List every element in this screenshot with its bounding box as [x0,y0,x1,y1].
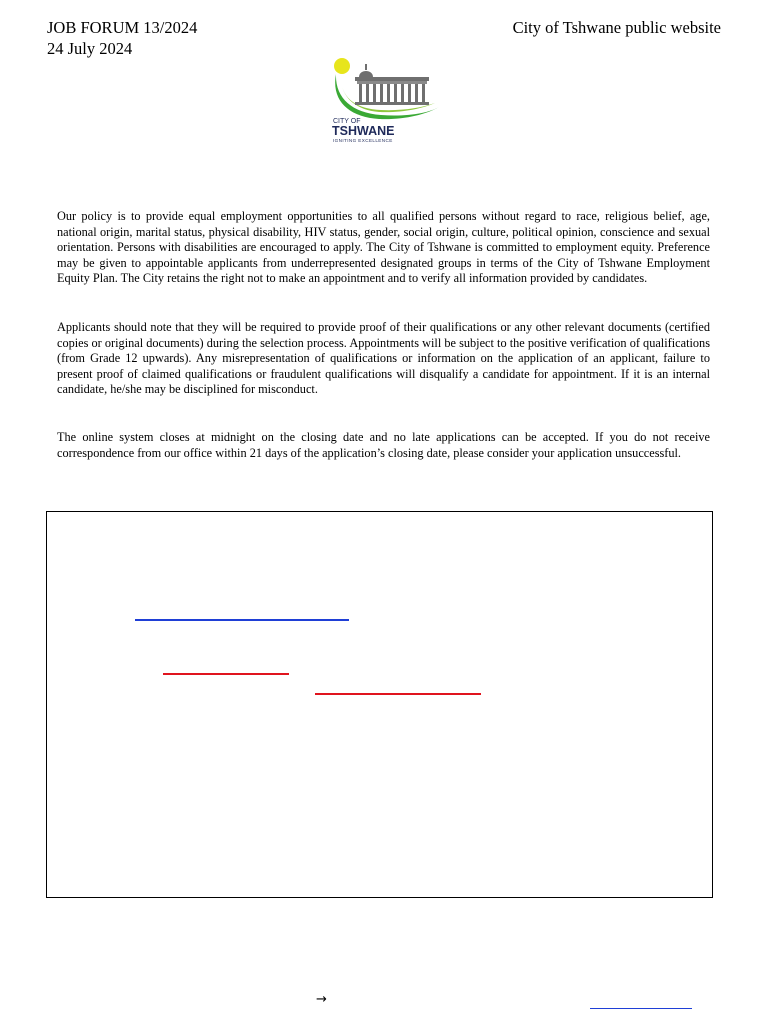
qualification-proof-paragraph: Applicants should note that they will be required to provide proof of their qualifications or any other relevant documents (certified copies or original documents) during the selection process. Appointments will be subject to the positive verification of qualifications (from Grade 12 upwards). Any misrepresentation of qualifications or information on the application of an applicant, failure to present proof of claimed qualifications or fraudulent qualifications will disqualify a candidate for appointment. If it is an internal candidate, he/she may be disciplined for misconduct. [57,320,710,397]
header-left [47,17,197,59]
application-notice-box [46,511,713,898]
application-link-underline[interactable] [135,619,349,621]
closing-date-paragraph: The online system closes at midnight on the closing date and no late applications can be accepted. If you do not receive correspondence from our office within 21 days of the application’s closing date, please consider your application unsuccessful. [57,430,710,460]
logo-tagline: IGNITING EXCELLENCE [333,138,393,143]
publication-date: 24 July 2024 [47,39,133,58]
logo-line1: CITY OF [333,118,361,125]
job-forum-number: JOB FORUM 13/2024 [47,18,198,37]
city-of-tshwane-logo [329,57,441,145]
highlight-underline-2 [315,693,481,695]
arrow-right-icon: → [316,992,327,1007]
footer-link-underline[interactable] [590,1008,692,1009]
source-label: City of Tshwane public website [512,18,721,37]
equal-opportunity-policy-paragraph: Our policy is to provide equal employment opportunities to all qualified persons without regard to race, religious belief, age, national origin, marital status, physical disability, HIV status, gender, social origin, culture, political opinion, conscience and sexual orientation. Persons with disabilities are encouraged to apply. The City of Tshwane is committed to employment equity. Preference may be given to appointable applicants from underrepresented designated groups in terms of the City of Tshwane Employment Equity Plan. The City retains the right not to make an appointment and to verify all information provided by candidates. [57,209,710,286]
highlight-underline-1 [163,673,289,675]
logo-line2: TSHWANE [332,124,395,138]
